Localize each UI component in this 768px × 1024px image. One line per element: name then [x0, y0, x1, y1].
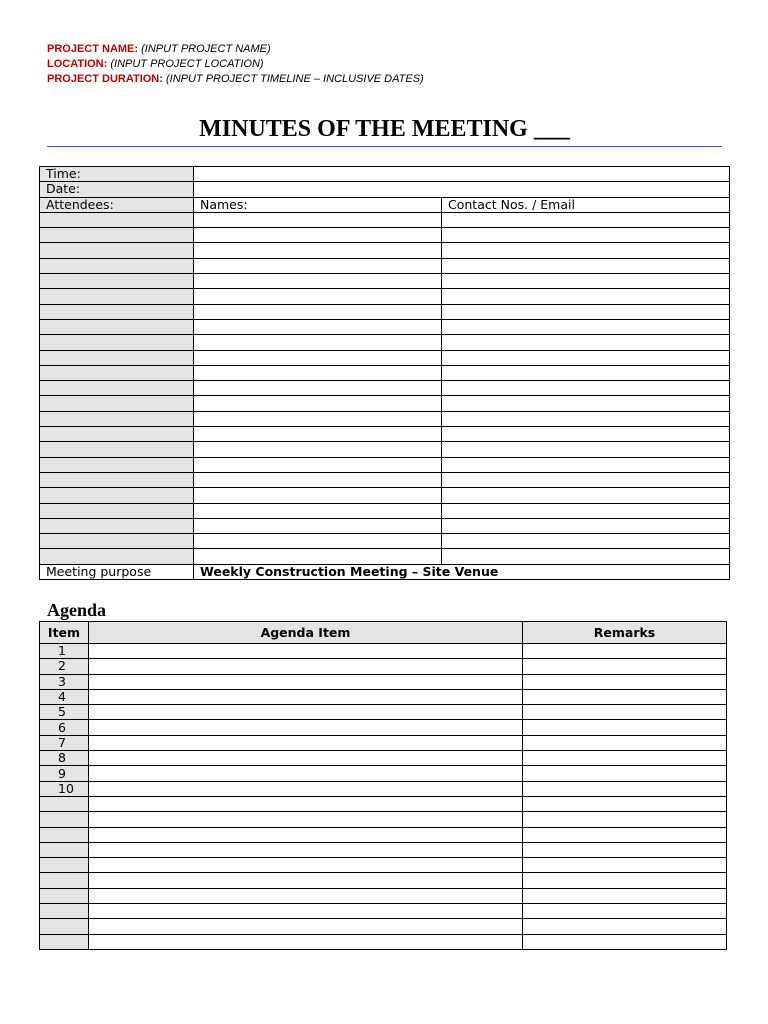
attendee-name-cell[interactable] [194, 442, 442, 457]
agenda-remarks-cell[interactable] [523, 904, 727, 919]
agenda-row [40, 842, 727, 857]
attendee-contact-cell[interactable] [442, 304, 730, 319]
agenda-item-number [40, 888, 89, 903]
attendee-role-cell[interactable] [40, 518, 194, 533]
attendee-name-cell[interactable] [194, 381, 442, 396]
attendee-name-cell[interactable] [194, 534, 442, 549]
agenda-item-number: 1 [40, 644, 89, 659]
agenda-row [40, 735, 727, 750]
attendee-name-cell[interactable] [194, 335, 442, 350]
attendees-header-row [40, 197, 730, 212]
attendee-name-cell[interactable] [194, 396, 442, 411]
agenda-heading: Agenda [47, 600, 107, 620]
attendee-contact-cell[interactable] [442, 228, 730, 243]
agenda-item-number [40, 827, 89, 842]
attendee-name-cell[interactable] [194, 457, 442, 472]
attendee-role-cell[interactable] [40, 381, 194, 396]
agenda-remarks-cell[interactable] [523, 934, 727, 949]
agenda-remarks-cell[interactable] [523, 858, 727, 873]
attendee-role-cell[interactable] [40, 442, 194, 457]
attendee-contact-cell[interactable] [442, 396, 730, 411]
agenda-item-cell[interactable] [89, 705, 523, 720]
attendee-name-cell[interactable] [194, 350, 442, 365]
agenda-item-cell[interactable] [89, 674, 523, 689]
attendee-contact-cell[interactable] [442, 411, 730, 426]
attendee-row [40, 396, 730, 411]
title-divider [47, 146, 722, 147]
purpose-row [40, 564, 730, 579]
meeting-details-table [39, 166, 730, 580]
agenda-item-number: 5 [40, 705, 89, 720]
agenda-row [40, 766, 727, 781]
attendee-row [40, 289, 730, 304]
agenda-row [40, 781, 727, 796]
attendee-name-cell[interactable] [194, 228, 442, 243]
names-column-header: Names: [194, 197, 442, 212]
agenda-remarks-cell[interactable] [523, 705, 727, 720]
attendee-role-cell[interactable] [40, 212, 194, 227]
agenda-table [39, 621, 727, 950]
attendee-row [40, 274, 730, 289]
attendee-role-cell[interactable] [40, 274, 194, 289]
agenda-body [40, 644, 727, 950]
agenda-item-cell[interactable] [89, 735, 523, 750]
agenda-remarks-cell[interactable] [523, 674, 727, 689]
project-duration-line [47, 72, 424, 87]
agenda-row [40, 644, 727, 659]
project-duration-value: (INPUT PROJECT TIMELINE – INCLUSIVE DATES) [165, 73, 424, 85]
agenda-item-number [40, 934, 89, 949]
agenda-item-number: 6 [40, 720, 89, 735]
attendee-name-cell[interactable] [194, 274, 442, 289]
attendee-role-cell[interactable] [40, 243, 194, 258]
agenda-item-cell[interactable] [89, 766, 523, 781]
attendee-contact-cell[interactable] [442, 212, 730, 227]
agenda-remarks-cell[interactable] [523, 812, 727, 827]
agenda-row [40, 919, 727, 934]
agenda-remarks-cell[interactable] [523, 781, 727, 796]
attendee-contact-cell[interactable] [442, 457, 730, 472]
agenda-item-cell[interactable] [89, 888, 523, 903]
attendee-contact-cell[interactable] [442, 319, 730, 334]
agenda-remarks-cell[interactable] [523, 751, 727, 766]
attendee-contact-cell[interactable] [442, 365, 730, 380]
attendee-contact-cell[interactable] [442, 258, 730, 273]
attendee-role-cell[interactable] [40, 258, 194, 273]
agenda-remarks-cell[interactable] [523, 827, 727, 842]
agenda-item-number [40, 796, 89, 811]
agenda-item-number [40, 812, 89, 827]
agenda-remarks-cell[interactable] [523, 919, 727, 934]
attendee-row [40, 258, 730, 273]
attendee-name-cell[interactable] [194, 518, 442, 533]
attendee-row [40, 228, 730, 243]
attendee-role-cell[interactable] [40, 534, 194, 549]
project-name-line [47, 42, 424, 57]
attendee-role-cell[interactable] [40, 427, 194, 442]
agenda-remarks-cell[interactable] [523, 873, 727, 888]
attendee-name-cell[interactable] [194, 503, 442, 518]
agenda-remarks-cell[interactable] [523, 796, 727, 811]
attendee-role-cell[interactable] [40, 304, 194, 319]
attendee-role-cell[interactable] [40, 457, 194, 472]
attendee-name-cell[interactable] [194, 304, 442, 319]
attendee-row [40, 411, 730, 426]
agenda-remarks-cell[interactable] [523, 735, 727, 750]
agenda-item-cell[interactable] [89, 812, 523, 827]
meeting-details-body [40, 167, 730, 580]
attendee-row [40, 549, 730, 564]
agenda-item-number: 3 [40, 674, 89, 689]
purpose-value: Weekly Construction Meeting – Site Venue [194, 564, 730, 579]
agenda-row [40, 873, 727, 888]
agenda-item-number [40, 842, 89, 857]
attendee-row [40, 381, 730, 396]
agenda-item-number: 9 [40, 766, 89, 781]
agenda-item-cell[interactable] [89, 796, 523, 811]
attendee-contact-cell[interactable] [442, 503, 730, 518]
project-location-label: LOCATION: [47, 58, 108, 70]
attendee-name-cell[interactable] [194, 472, 442, 487]
agenda-item-cell[interactable] [89, 751, 523, 766]
attendee-row [40, 503, 730, 518]
agenda-item-cell[interactable] [89, 904, 523, 919]
agenda-item-number [40, 919, 89, 934]
project-location-line [47, 57, 424, 72]
attendee-contact-cell[interactable] [442, 289, 730, 304]
attendee-row [40, 534, 730, 549]
attendee-name-cell[interactable] [194, 289, 442, 304]
agenda-remarks-cell[interactable] [523, 659, 727, 674]
agenda-item-number: 8 [40, 751, 89, 766]
agenda-item-number: 7 [40, 735, 89, 750]
attendee-contact-cell[interactable] [442, 335, 730, 350]
agenda-item-cell[interactable] [89, 781, 523, 796]
project-location-value: (INPUT PROJECT LOCATION) [110, 58, 264, 70]
agenda-item-cell[interactable] [89, 720, 523, 735]
attendee-name-cell[interactable] [194, 319, 442, 334]
agenda-item-cell[interactable] [89, 644, 523, 659]
agenda-row [40, 689, 727, 704]
attendee-row [40, 243, 730, 258]
attendee-row [40, 442, 730, 457]
agenda-remarks-cell[interactable] [523, 644, 727, 659]
attendee-row [40, 488, 730, 503]
attendee-name-cell[interactable] [194, 488, 442, 503]
attendee-contact-cell[interactable] [442, 427, 730, 442]
attendee-name-cell[interactable] [194, 365, 442, 380]
attendee-role-cell[interactable] [40, 488, 194, 503]
agenda-row [40, 858, 727, 873]
time-row [40, 167, 730, 182]
attendee-contact-cell[interactable] [442, 243, 730, 258]
project-duration-label: PROJECT DURATION: [47, 73, 163, 85]
document-title: MINUTES OF THE MEETING ___ [199, 116, 570, 142]
agenda-item-number [40, 904, 89, 919]
agenda-header-row [40, 622, 727, 644]
agenda-item-number: 4 [40, 689, 89, 704]
agenda-row [40, 674, 727, 689]
time-field[interactable] [194, 167, 730, 182]
project-name-value: (INPUT PROJECT NAME) [141, 43, 271, 55]
attendee-row [40, 212, 730, 227]
attendee-row [40, 319, 730, 334]
agenda-row [40, 827, 727, 842]
attendee-name-cell[interactable] [194, 243, 442, 258]
remarks-column-header: Remarks [523, 622, 727, 644]
attendee-role-cell[interactable] [40, 335, 194, 350]
agenda-item-cell[interactable] [89, 659, 523, 674]
attendee-contact-cell[interactable] [442, 350, 730, 365]
attendee-contact-cell[interactable] [442, 274, 730, 289]
attendee-contact-cell[interactable] [442, 549, 730, 564]
attendee-role-cell[interactable] [40, 319, 194, 334]
agenda-row [40, 705, 727, 720]
attendee-role-cell[interactable] [40, 228, 194, 243]
agenda-item-cell[interactable] [89, 919, 523, 934]
attendee-contact-cell[interactable] [442, 442, 730, 457]
attendee-contact-cell[interactable] [442, 518, 730, 533]
agenda-remarks-cell[interactable] [523, 720, 727, 735]
agenda-row [40, 812, 727, 827]
attendee-name-cell[interactable] [194, 212, 442, 227]
attendee-role-cell[interactable] [40, 472, 194, 487]
agenda-item-cell[interactable] [89, 858, 523, 873]
agenda-remarks-cell[interactable] [523, 689, 727, 704]
agenda-row [40, 904, 727, 919]
agenda-item-cell[interactable] [89, 827, 523, 842]
agenda-row [40, 796, 727, 811]
date-row [40, 182, 730, 197]
agenda-item-number: 10 [40, 781, 89, 796]
agenda-item-cell[interactable] [89, 842, 523, 857]
time-label: Time: [40, 167, 194, 182]
agenda-row [40, 659, 727, 674]
agenda-row [40, 751, 727, 766]
attendee-contact-cell[interactable] [442, 381, 730, 396]
attendee-row [40, 472, 730, 487]
attendee-role-cell[interactable] [40, 549, 194, 564]
agenda-item-cell[interactable] [89, 873, 523, 888]
date-label: Date: [40, 182, 194, 197]
agenda-item-number [40, 873, 89, 888]
attendee-name-cell[interactable] [194, 411, 442, 426]
attendee-row [40, 304, 730, 319]
attendee-role-cell[interactable] [40, 365, 194, 380]
agenda-item-cell[interactable] [89, 689, 523, 704]
attendee-row [40, 365, 730, 380]
attendee-name-cell[interactable] [194, 258, 442, 273]
agenda-item-number [40, 858, 89, 873]
attendee-name-cell[interactable] [194, 549, 442, 564]
contact-column-header: Contact Nos. / Email [442, 197, 730, 212]
attendee-contact-cell[interactable] [442, 488, 730, 503]
attendee-role-cell[interactable] [40, 396, 194, 411]
agenda-row [40, 934, 727, 949]
project-name-label: PROJECT NAME: [47, 43, 139, 55]
project-info [47, 42, 424, 87]
purpose-label: Meeting purpose [40, 564, 194, 579]
agenda-remarks-cell[interactable] [523, 888, 727, 903]
item-column-header: Item [40, 622, 89, 644]
attendee-contact-cell[interactable] [442, 472, 730, 487]
attendee-row [40, 457, 730, 472]
agenda-item-number: 2 [40, 659, 89, 674]
agenda-row [40, 888, 727, 903]
attendee-role-cell[interactable] [40, 289, 194, 304]
attendee-role-cell[interactable] [40, 503, 194, 518]
attendees-label: Attendees: [40, 197, 194, 212]
attendee-row [40, 427, 730, 442]
attendee-role-cell[interactable] [40, 411, 194, 426]
attendee-contact-cell[interactable] [442, 534, 730, 549]
attendee-row [40, 335, 730, 350]
attendee-row [40, 518, 730, 533]
attendee-row [40, 350, 730, 365]
attendee-name-cell[interactable] [194, 427, 442, 442]
attendee-role-cell[interactable] [40, 350, 194, 365]
date-field[interactable] [194, 182, 730, 197]
agenda-item-cell[interactable] [89, 934, 523, 949]
agenda-item-column-header: Agenda Item [89, 622, 523, 644]
agenda-remarks-cell[interactable] [523, 842, 727, 857]
agenda-remarks-cell[interactable] [523, 766, 727, 781]
agenda-row [40, 720, 727, 735]
